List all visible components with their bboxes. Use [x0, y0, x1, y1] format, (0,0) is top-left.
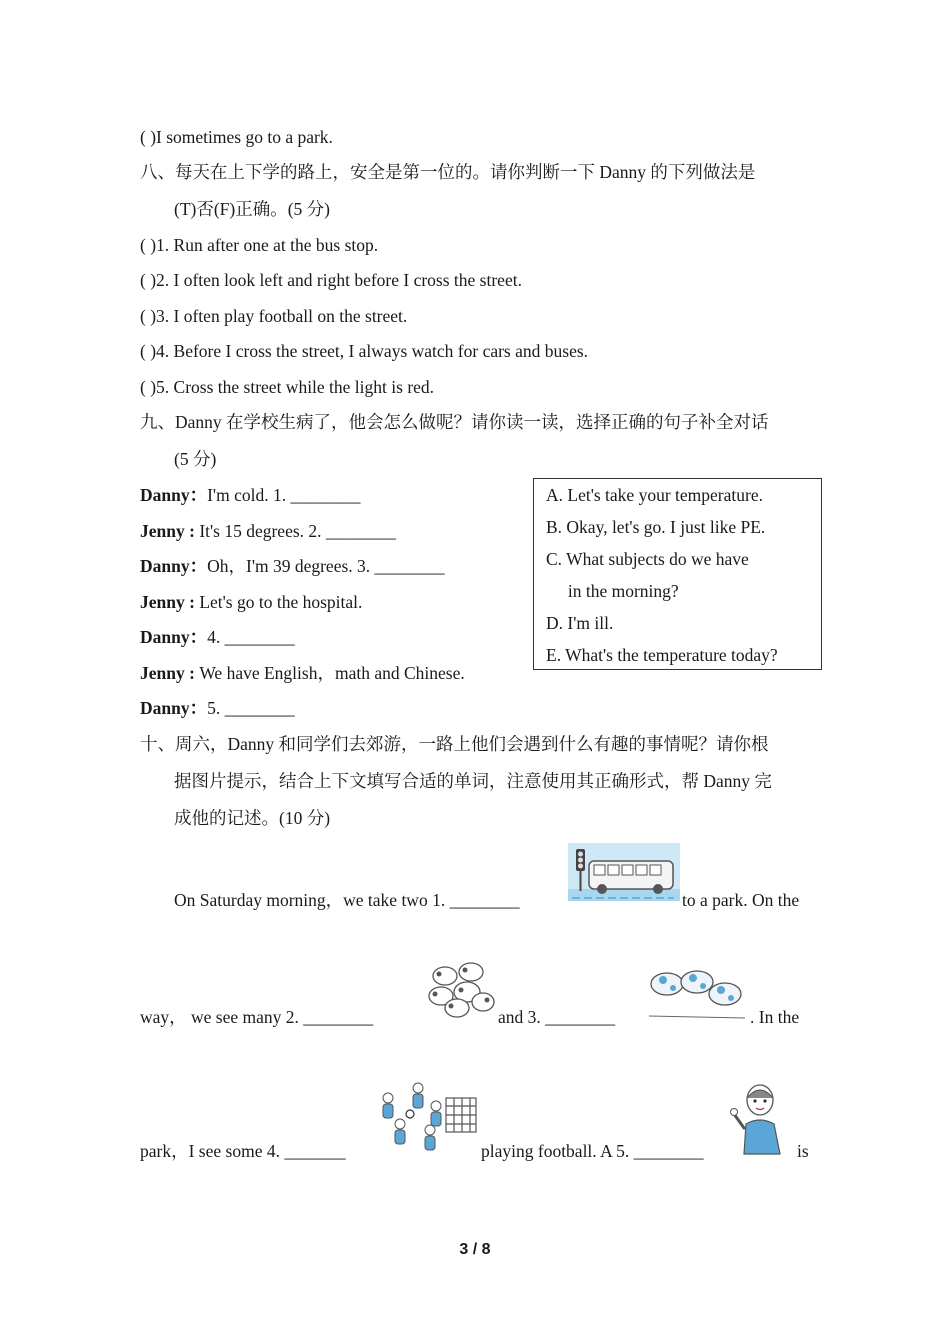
- dialogue-text: It's 15 degrees. 2. ________: [199, 521, 396, 541]
- dialogue-line-3: [140, 554, 445, 578]
- teacher-picture: [730, 1080, 786, 1156]
- dialogue-line-1: [140, 483, 360, 507]
- section8-heading: 八、每天在上下学的路上，安全是第一位的。请你判断一下 Danny 的下列做法是: [140, 162, 756, 182]
- passage-row1-b: to a park. On the: [682, 890, 800, 910]
- dialogue-line-5: [140, 625, 295, 649]
- dialogue-speaker: Jenny :: [140, 663, 200, 683]
- dialogue-line-7: [140, 696, 295, 720]
- section8-item-1: ( )1. Run after one at the bus stop.: [140, 235, 379, 255]
- children-football-picture: [374, 1078, 480, 1158]
- cows-picture: [645, 962, 749, 1024]
- dialogue-text: 5. ________: [207, 698, 295, 718]
- passage-row2-c: . In the: [750, 1007, 800, 1027]
- option-c: C. What subjects do we have: [546, 549, 749, 569]
- passage-row3-a: park，I see some 4. _______: [140, 1141, 346, 1161]
- dialogue-text: We have English，math and Chinese.: [199, 663, 465, 683]
- section8-item-2: ( )2. I often look left and right before I cross the street.: [140, 270, 522, 290]
- section10-heading: 十、周六，Danny 和同学们去郊游，一路上他们会遇到什么有趣的事情呢？请你根: [140, 734, 769, 754]
- option-d: D. I'm ill.: [546, 613, 614, 633]
- option-b: B. Okay, let's go. I just like PE.: [546, 517, 766, 537]
- section8-item-3: ( )3. I often play football on the street.: [140, 306, 408, 326]
- section8-item-4: ( )4. Before I cross the street, I always watch for cars and buses.: [140, 341, 589, 361]
- dialogue-line-4: [140, 590, 362, 614]
- section9-heading-cont: (5 分): [174, 449, 217, 469]
- option-e: E. What's the temperature today?: [546, 645, 778, 665]
- passage-row3-b: playing football. A 5. ________: [481, 1141, 704, 1161]
- dialogue-text: 4. ________: [207, 627, 295, 647]
- dialogue-speaker: Jenny :: [140, 592, 200, 612]
- page-number: 3 / 8: [459, 1241, 491, 1258]
- dialogue-text: Oh，I'm 39 degrees. 3. ________: [207, 556, 445, 576]
- passage-row2-a: way， we see many 2. ________: [140, 1007, 374, 1027]
- dialogue-speaker: Danny：: [140, 556, 208, 576]
- dialogue-line-2: [140, 519, 396, 543]
- sheep-picture: [425, 958, 499, 1022]
- bus-picture: [562, 841, 680, 905]
- dialogue-text: I'm cold. 1. ________: [207, 485, 361, 505]
- option-a: A. Let's take your temperature.: [546, 485, 763, 505]
- section9-heading: 九、Danny 在学校生病了，他会怎么做呢？请你读一读，选择正确的句子补全对话: [140, 412, 769, 432]
- section10-heading-cont2: 成他的记述。(10 分): [174, 808, 331, 828]
- dialogue-speaker: Danny：: [140, 627, 208, 647]
- dialogue-speaker: Danny：: [140, 485, 208, 505]
- options-box: [533, 478, 822, 670]
- dialogue-speaker: Danny：: [140, 698, 208, 718]
- passage-row3-c: is: [797, 1141, 809, 1161]
- passage-row2-b: and 3. ________: [498, 1007, 616, 1027]
- passage-row1-a: On Saturday morning，we take two 1. ________: [174, 890, 520, 910]
- option-c-cont: in the morning?: [546, 581, 679, 601]
- previous-question-item: ( )I sometimes go to a park.: [140, 127, 333, 147]
- section8-item-5: ( )5. Cross the street while the light is red.: [140, 377, 435, 397]
- section10-heading-cont: 据图片提示，结合上下文填写合适的单词，注意使用其正确形式，帮 Danny 完: [174, 771, 772, 791]
- dialogue-text: Let's go to the hospital.: [199, 592, 363, 612]
- dialogue-line-6: [140, 661, 465, 685]
- section8-heading-cont: (T)否(F)正确。(5 分): [174, 199, 331, 219]
- dialogue-speaker: Jenny :: [140, 521, 200, 541]
